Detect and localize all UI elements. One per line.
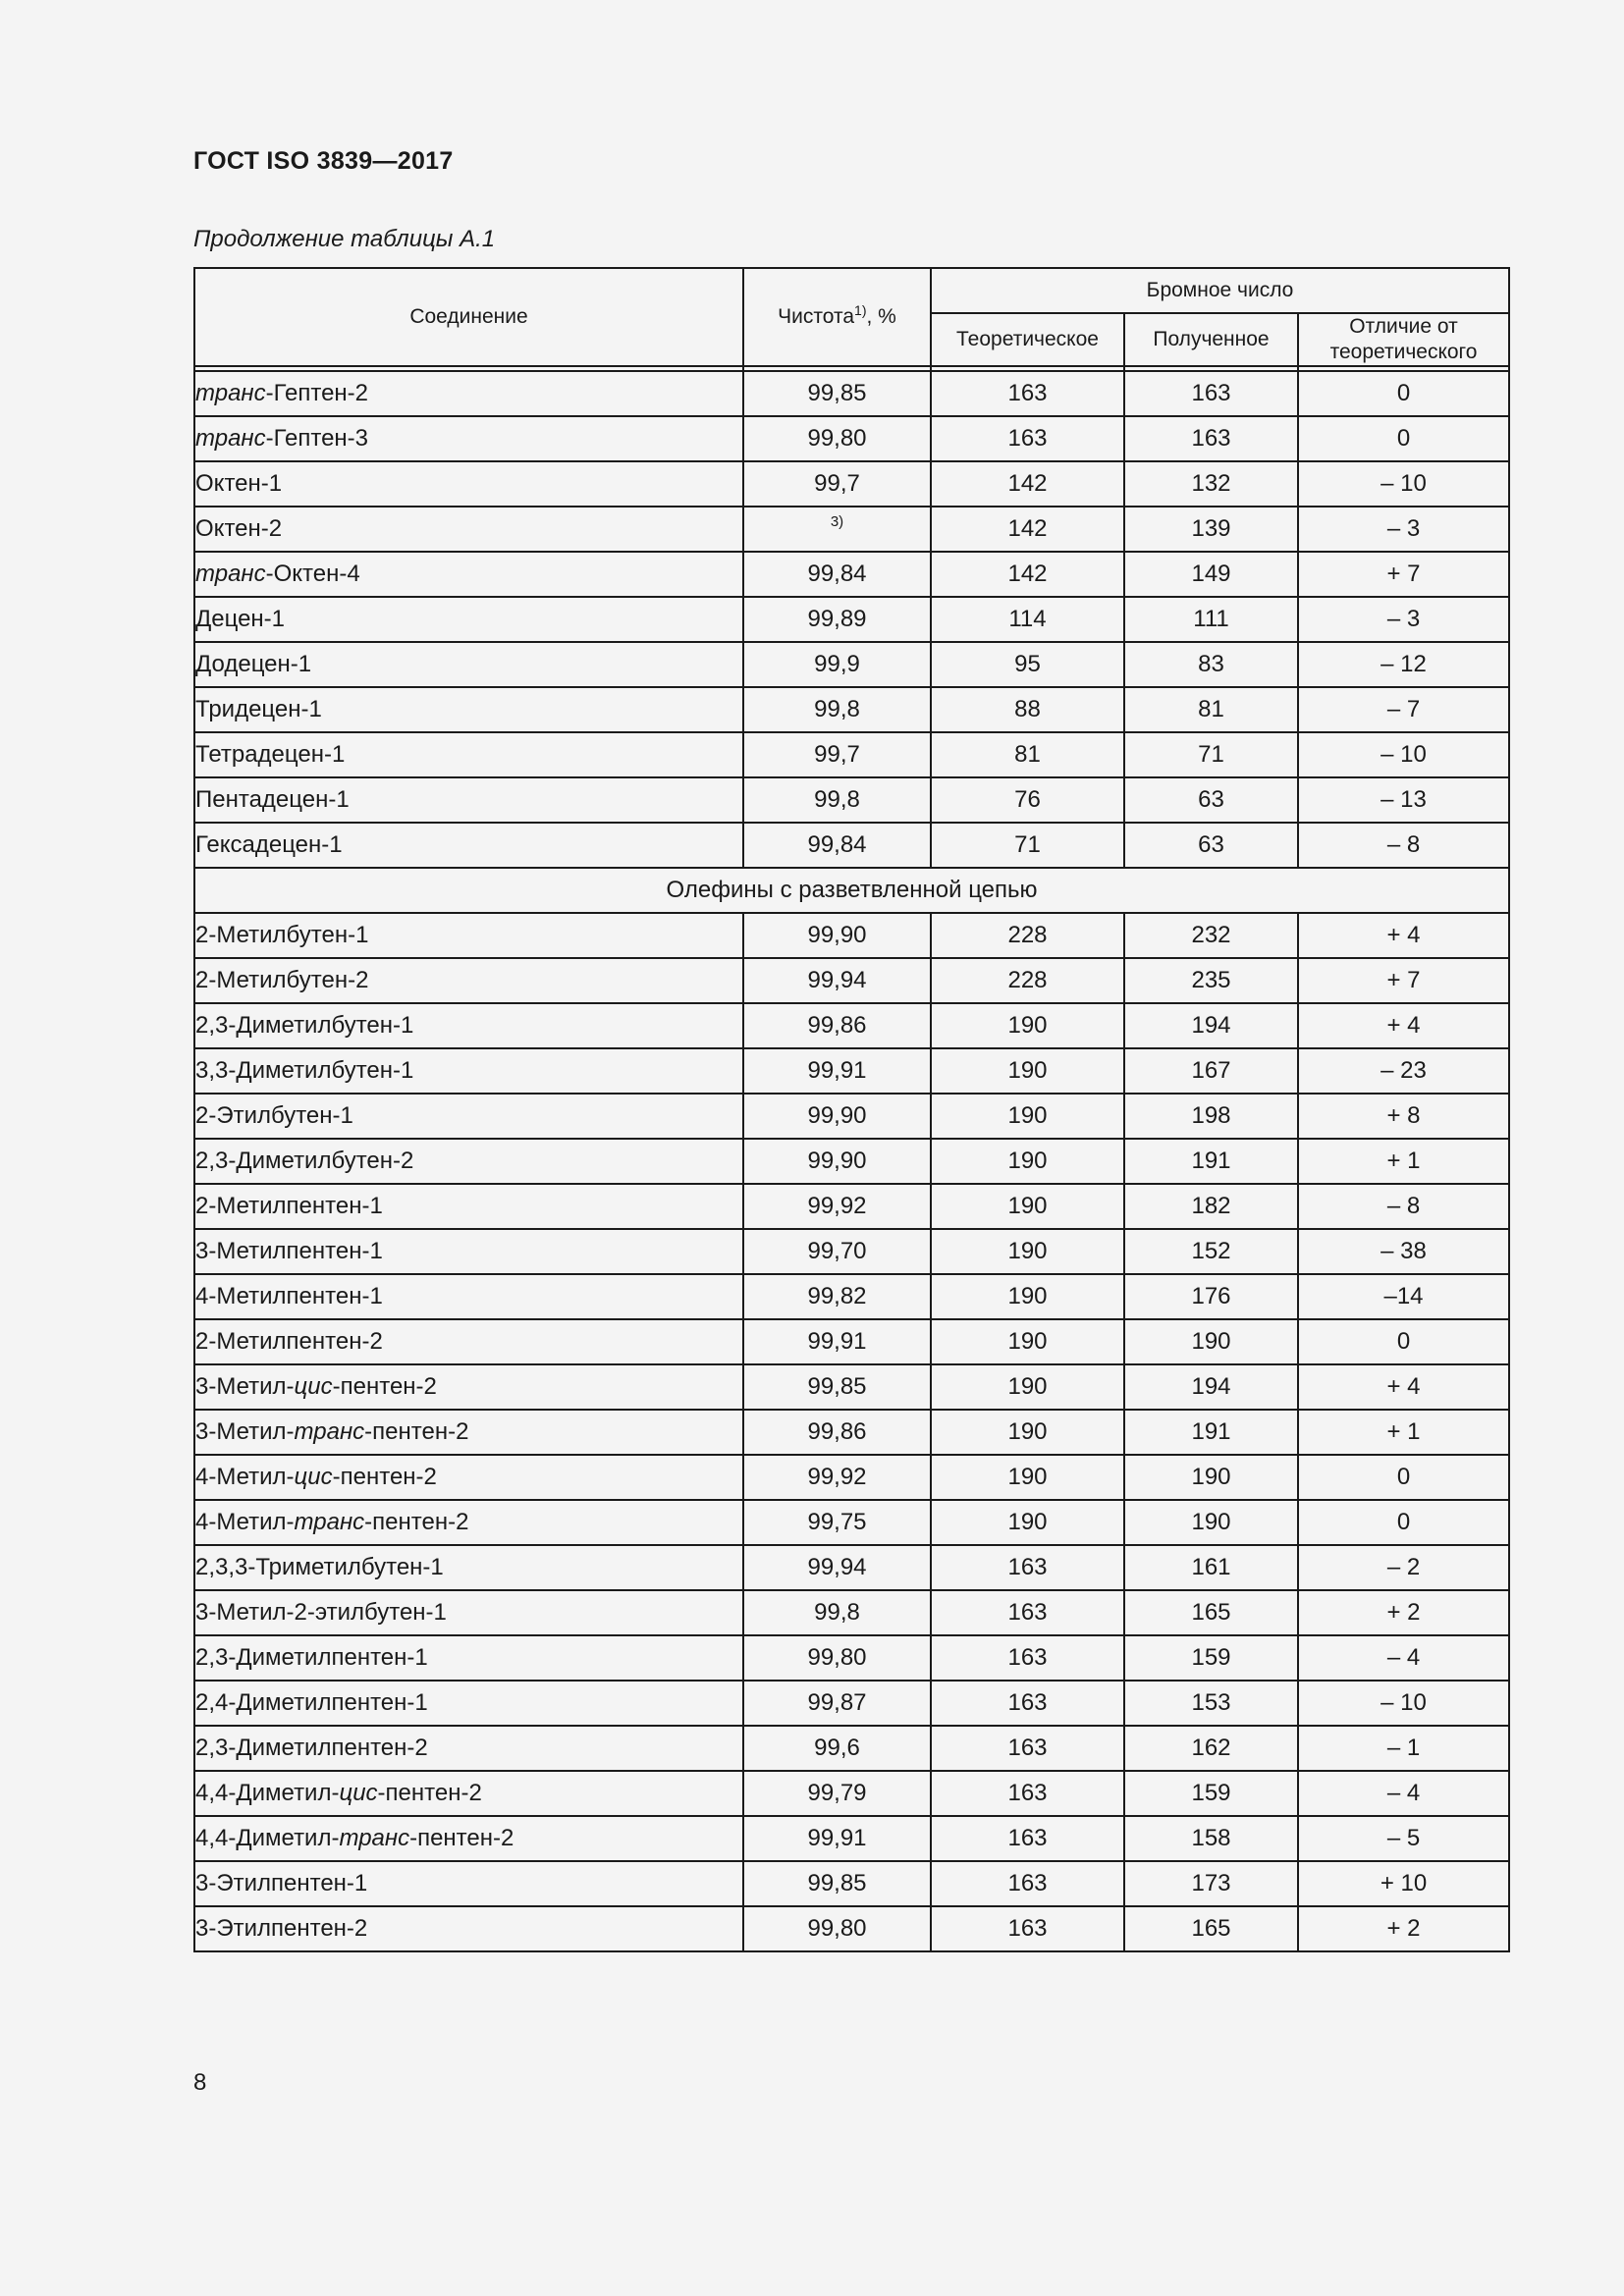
deviation-cell: – 23 <box>1298 1048 1509 1094</box>
table-row <box>194 1410 1509 1455</box>
bromine-number-table <box>193 267 1510 1952</box>
compound-name <box>194 1410 743 1455</box>
compound-name <box>194 1861 743 1906</box>
theoretical-cell: 142 <box>931 461 1124 507</box>
table-row <box>194 958 1509 1003</box>
theoretical-cell: 190 <box>931 1410 1124 1455</box>
compound-base: -Гептен-2 <box>265 380 369 406</box>
compound-pre: 4,4-Диметил- <box>195 1780 340 1806</box>
compound-pre: 4-Метил- <box>195 1509 295 1535</box>
deviation-cell: – 5 <box>1298 1816 1509 1861</box>
table-row <box>194 1364 1509 1410</box>
deviation-cell: 0 <box>1298 1455 1509 1500</box>
obtained-cell: 198 <box>1124 1094 1298 1139</box>
theoretical-cell: 76 <box>931 777 1124 823</box>
table-row <box>194 597 1509 642</box>
purity-cell: 99,94 <box>743 1545 931 1590</box>
compound-name <box>194 371 743 416</box>
purity-value: 99,9 <box>814 651 860 677</box>
table-row <box>194 1048 1509 1094</box>
purity-cell: 99,80 <box>743 1906 931 1951</box>
purity-cell <box>743 687 931 732</box>
compound-name <box>194 1906 743 1951</box>
compound-isomer: цис <box>294 1464 333 1490</box>
compound-pre: 4-Метилпентен-1 <box>195 1283 383 1309</box>
compound-isomer: цис <box>294 1373 333 1400</box>
theoretical-cell: 190 <box>931 1319 1124 1364</box>
compound-name <box>194 1319 743 1364</box>
compound-base: Тетрадецен-1 <box>195 741 346 768</box>
compound-pre: 2,4-Диметилпентен-1 <box>195 1689 428 1716</box>
table-row <box>194 1635 1509 1681</box>
obtained-cell: 173 <box>1124 1861 1298 1906</box>
table-row <box>194 1094 1509 1139</box>
obtained-cell: 83 <box>1124 642 1298 687</box>
table-row <box>194 416 1509 461</box>
header-compound: Соединение <box>194 268 743 366</box>
compound-pre: 3-Этилпентен-1 <box>195 1870 368 1896</box>
obtained-cell: 191 <box>1124 1410 1298 1455</box>
obtained-cell: 194 <box>1124 1364 1298 1410</box>
purity-cell: 99,86 <box>743 1410 931 1455</box>
purity-cell: 99,79 <box>743 1771 931 1816</box>
obtained-cell: 139 <box>1124 507 1298 552</box>
deviation-cell: + 8 <box>1298 1094 1509 1139</box>
obtained-cell: 163 <box>1124 416 1298 461</box>
purity-cell: 99,92 <box>743 1455 931 1500</box>
theoretical-cell: 95 <box>931 642 1124 687</box>
theoretical-cell: 163 <box>931 416 1124 461</box>
obtained-cell: 190 <box>1124 1455 1298 1500</box>
compound-isomer: транс <box>339 1825 410 1851</box>
obtained-cell: 162 <box>1124 1726 1298 1771</box>
deviation-cell: – 1 <box>1298 1726 1509 1771</box>
header-purity <box>743 268 931 366</box>
compound-name <box>194 732 743 777</box>
purity-cell <box>743 777 931 823</box>
obtained-cell: 165 <box>1124 1590 1298 1635</box>
deviation-cell: – 7 <box>1298 687 1509 732</box>
table-row <box>194 1003 1509 1048</box>
purity-cell: 99,87 <box>743 1681 931 1726</box>
table-row <box>194 1816 1509 1861</box>
purity-note: 3) <box>830 513 844 530</box>
obtained-cell: 81 <box>1124 687 1298 732</box>
purity-value: 99,7 <box>814 741 860 768</box>
table-row <box>194 913 1509 958</box>
deviation-cell: + 1 <box>1298 1139 1509 1184</box>
obtained-cell: 191 <box>1124 1139 1298 1184</box>
section-title: Олефины с разветвленной цепью <box>194 868 1509 913</box>
purity-cell <box>743 461 931 507</box>
purity-value: 99,8 <box>814 786 860 813</box>
table-row <box>194 1906 1509 1951</box>
compound-prefix: транс <box>195 561 266 587</box>
compound-isomer: транс <box>294 1509 365 1535</box>
table-row <box>194 552 1509 597</box>
obtained-cell: 153 <box>1124 1681 1298 1726</box>
compound-pre: 2,3,3-Триметилбутен-1 <box>195 1554 444 1580</box>
compound-name <box>194 507 743 552</box>
obtained-cell: 190 <box>1124 1319 1298 1364</box>
table-row <box>194 1771 1509 1816</box>
purity-cell: 99,82 <box>743 1274 931 1319</box>
header-obtained: Полученное <box>1124 313 1298 366</box>
compound-pre: 3-Метил- <box>195 1373 295 1400</box>
table-row <box>194 1274 1509 1319</box>
obtained-cell: 190 <box>1124 1500 1298 1545</box>
compound-post: -пентен-2 <box>364 1509 469 1535</box>
obtained-cell: 158 <box>1124 1816 1298 1861</box>
compound-isomer: транс <box>294 1418 365 1445</box>
table-row <box>194 1861 1509 1906</box>
purity-cell <box>743 642 931 687</box>
table-row <box>194 1319 1509 1364</box>
purity-value: 99,89 <box>807 606 867 632</box>
table-row <box>194 687 1509 732</box>
compound-base: Октен-1 <box>195 470 283 497</box>
theoretical-cell: 190 <box>931 1229 1124 1274</box>
table-row <box>194 1545 1509 1590</box>
table-row <box>194 1184 1509 1229</box>
compound-base: Октен-2 <box>195 515 283 542</box>
theoretical-cell: 190 <box>931 1139 1124 1184</box>
compound-name <box>194 1500 743 1545</box>
table-row <box>194 1500 1509 1545</box>
theoretical-cell: 228 <box>931 913 1124 958</box>
obtained-cell: 235 <box>1124 958 1298 1003</box>
compound-name <box>194 1590 743 1635</box>
purity-cell: 99,92 <box>743 1184 931 1229</box>
purity-cell: 99,85 <box>743 1364 931 1410</box>
obtained-cell: 163 <box>1124 371 1298 416</box>
deviation-cell: + 2 <box>1298 1590 1509 1635</box>
deviation-cell: – 38 <box>1298 1229 1509 1274</box>
theoretical-cell: 81 <box>931 732 1124 777</box>
compound-name <box>194 958 743 1003</box>
compound-base: Гексадецен-1 <box>195 831 343 858</box>
compound-name <box>194 1726 743 1771</box>
compound-prefix: транс <box>195 380 266 406</box>
purity-cell: 99,91 <box>743 1816 931 1861</box>
theoretical-cell: 142 <box>931 552 1124 597</box>
compound-name <box>194 1094 743 1139</box>
compound-post: -пентен-2 <box>364 1418 469 1445</box>
compound-pre: 4,4-Диметил- <box>195 1825 340 1851</box>
compound-name <box>194 461 743 507</box>
header-purity-note: 1) <box>854 302 867 318</box>
theoretical-cell: 190 <box>931 1364 1124 1410</box>
compound-name <box>194 416 743 461</box>
compound-pre: 3-Метил-2-этилбутен-1 <box>195 1599 447 1626</box>
table-body <box>194 366 1509 1951</box>
purity-cell: 99,91 <box>743 1319 931 1364</box>
obtained-cell: 159 <box>1124 1635 1298 1681</box>
compound-name <box>194 642 743 687</box>
theoretical-cell: 190 <box>931 1455 1124 1500</box>
compound-base: -Октен-4 <box>265 561 360 587</box>
deviation-cell: 0 <box>1298 416 1509 461</box>
theoretical-cell: 163 <box>931 1545 1124 1590</box>
theoretical-cell: 190 <box>931 1274 1124 1319</box>
compound-pre: 2-Метилбутен-1 <box>195 922 369 948</box>
compound-name <box>194 552 743 597</box>
theoretical-cell: 163 <box>931 1771 1124 1816</box>
document-header: ГОСТ ISO 3839—2017 <box>193 147 454 175</box>
compound-pre: 2,3-Диметилбутен-1 <box>195 1012 414 1039</box>
compound-name <box>194 823 743 868</box>
theoretical-cell: 163 <box>931 1681 1124 1726</box>
compound-name <box>194 1455 743 1500</box>
table-row <box>194 642 1509 687</box>
deviation-cell: – 4 <box>1298 1635 1509 1681</box>
compound-base: Додецен-1 <box>195 651 312 677</box>
compound-pre: 2,3-Диметилбутен-2 <box>195 1148 414 1174</box>
header-purity-unit: , % <box>866 305 896 328</box>
compound-pre: 4-Метил- <box>195 1464 295 1490</box>
deviation-cell: – 12 <box>1298 642 1509 687</box>
purity-cell: 99,75 <box>743 1500 931 1545</box>
purity-value: 99,84 <box>807 561 867 587</box>
deviation-cell: – 8 <box>1298 823 1509 868</box>
table-row <box>194 1139 1509 1184</box>
purity-cell: 99,90 <box>743 1139 931 1184</box>
purity-cell: 99,80 <box>743 1635 931 1681</box>
compound-name <box>194 1771 743 1816</box>
deviation-cell: 0 <box>1298 1500 1509 1545</box>
theoretical-cell: 228 <box>931 958 1124 1003</box>
purity-cell: 99,91 <box>743 1048 931 1094</box>
purity-cell <box>743 552 931 597</box>
obtained-cell: 176 <box>1124 1274 1298 1319</box>
compound-name <box>194 687 743 732</box>
theoretical-cell: 163 <box>931 1726 1124 1771</box>
obtained-cell: 182 <box>1124 1184 1298 1229</box>
obtained-cell: 71 <box>1124 732 1298 777</box>
deviation-cell: – 3 <box>1298 597 1509 642</box>
compound-base: -Гептен-3 <box>265 425 369 452</box>
deviation-cell: + 1 <box>1298 1410 1509 1455</box>
theoretical-cell: 190 <box>931 1184 1124 1229</box>
deviation-cell: – 8 <box>1298 1184 1509 1229</box>
deviation-cell: 0 <box>1298 1319 1509 1364</box>
section-row <box>194 868 1509 913</box>
deviation-cell: – 3 <box>1298 507 1509 552</box>
compound-name <box>194 1184 743 1229</box>
compound-name <box>194 1048 743 1094</box>
compound-name <box>194 777 743 823</box>
obtained-cell: 132 <box>1124 461 1298 507</box>
purity-cell <box>743 597 931 642</box>
compound-pre: 2-Метилпентен-2 <box>195 1328 383 1355</box>
compound-prefix: транс <box>195 425 266 452</box>
compound-name <box>194 913 743 958</box>
compound-pre: 2-Метилбутен-2 <box>195 967 369 993</box>
obtained-cell: 232 <box>1124 913 1298 958</box>
theoretical-cell: 163 <box>931 1635 1124 1681</box>
purity-cell: 99,85 <box>743 1861 931 1906</box>
deviation-cell: + 4 <box>1298 913 1509 958</box>
compound-pre: 3-Метил- <box>195 1418 295 1445</box>
compound-pre: 3-Этилпентен-2 <box>195 1915 368 1942</box>
theoretical-cell: 88 <box>931 687 1124 732</box>
compound-base: Пентадецен-1 <box>195 786 350 813</box>
header-theoretical: Теоретическое <box>931 313 1124 366</box>
obtained-cell: 161 <box>1124 1545 1298 1590</box>
obtained-cell: 167 <box>1124 1048 1298 1094</box>
purity-cell <box>743 507 931 552</box>
compound-pre: 2,3-Диметилпентен-1 <box>195 1644 428 1671</box>
theoretical-cell: 114 <box>931 597 1124 642</box>
purity-cell <box>743 416 931 461</box>
obtained-cell: 194 <box>1124 1003 1298 1048</box>
purity-cell <box>743 823 931 868</box>
deviation-cell: – 10 <box>1298 732 1509 777</box>
page-number: 8 <box>193 2069 207 2096</box>
deviation-cell: – 4 <box>1298 1771 1509 1816</box>
compound-name <box>194 1816 743 1861</box>
compound-base: Децен-1 <box>195 606 286 632</box>
table-row <box>194 461 1509 507</box>
purity-cell: 99,70 <box>743 1229 931 1274</box>
purity-value: 99,84 <box>807 831 867 858</box>
theoretical-cell: 190 <box>931 1500 1124 1545</box>
table-row <box>194 823 1509 868</box>
compound-pre: 2-Метилпентен-1 <box>195 1193 383 1219</box>
theoretical-cell: 190 <box>931 1003 1124 1048</box>
table-row <box>194 777 1509 823</box>
deviation-cell: + 7 <box>1298 552 1509 597</box>
theoretical-cell: 190 <box>931 1048 1124 1094</box>
compound-name <box>194 1681 743 1726</box>
theoretical-cell: 163 <box>931 1816 1124 1861</box>
purity-cell: 99,6 <box>743 1726 931 1771</box>
table-row <box>194 1590 1509 1635</box>
deviation-cell: + 4 <box>1298 1003 1509 1048</box>
table-row <box>194 1229 1509 1274</box>
purity-cell: 99,90 <box>743 1094 931 1139</box>
compound-name <box>194 1545 743 1590</box>
compound-post: -пентен-2 <box>409 1825 514 1851</box>
purity-value: 99,80 <box>807 425 867 452</box>
deviation-cell: – 10 <box>1298 1681 1509 1726</box>
deviation-cell: – 2 <box>1298 1545 1509 1590</box>
compound-pre: 2,3-Диметилпентен-2 <box>195 1735 428 1761</box>
purity-value: 99,7 <box>814 470 860 497</box>
compound-isomer: цис <box>339 1780 378 1806</box>
theoretical-cell: 163 <box>931 1861 1124 1906</box>
theoretical-cell: 190 <box>931 1094 1124 1139</box>
theoretical-cell: 142 <box>931 507 1124 552</box>
table-row <box>194 371 1509 416</box>
compound-post: -пентен-2 <box>332 1373 437 1400</box>
purity-cell <box>743 371 931 416</box>
table-row <box>194 732 1509 777</box>
deviation-cell: – 10 <box>1298 461 1509 507</box>
obtained-cell: 111 <box>1124 597 1298 642</box>
obtained-cell: 149 <box>1124 552 1298 597</box>
compound-name <box>194 1364 743 1410</box>
deviation-cell: + 2 <box>1298 1906 1509 1951</box>
obtained-cell: 63 <box>1124 777 1298 823</box>
compound-name <box>194 597 743 642</box>
header-purity-label: Чистота <box>778 305 855 328</box>
deviation-cell: + 4 <box>1298 1364 1509 1410</box>
theoretical-cell: 163 <box>931 371 1124 416</box>
deviation-cell: 0 <box>1298 371 1509 416</box>
deviation-cell: + 7 <box>1298 958 1509 1003</box>
purity-cell: 99,8 <box>743 1590 931 1635</box>
compound-name <box>194 1635 743 1681</box>
table-caption: Продолжение таблицы А.1 <box>193 226 496 252</box>
compound-pre: 3,3-Диметилбутен-1 <box>195 1057 414 1084</box>
compound-pre: 3-Метилпентен-1 <box>195 1238 383 1264</box>
compound-name <box>194 1003 743 1048</box>
header-bromine-number: Бромное число <box>931 268 1509 313</box>
table-row <box>194 1455 1509 1500</box>
purity-cell: 99,86 <box>743 1003 931 1048</box>
theoretical-cell: 71 <box>931 823 1124 868</box>
header-deviation: Отличие от теоретического <box>1298 313 1509 366</box>
purity-cell <box>743 732 931 777</box>
purity-cell: 99,94 <box>743 958 931 1003</box>
obtained-cell: 63 <box>1124 823 1298 868</box>
compound-post: -пентен-2 <box>332 1464 437 1490</box>
deviation-cell: –14 <box>1298 1274 1509 1319</box>
obtained-cell: 152 <box>1124 1229 1298 1274</box>
purity-value: 99,85 <box>807 380 867 406</box>
compound-pre: 2-Этилбутен-1 <box>195 1102 353 1129</box>
theoretical-cell: 163 <box>931 1906 1124 1951</box>
obtained-cell: 165 <box>1124 1906 1298 1951</box>
table-row <box>194 1681 1509 1726</box>
theoretical-cell: 163 <box>931 1590 1124 1635</box>
compound-base: Тридецен-1 <box>195 696 322 722</box>
table-row <box>194 1726 1509 1771</box>
purity-value: 99,8 <box>814 696 860 722</box>
obtained-cell: 159 <box>1124 1771 1298 1816</box>
compound-name <box>194 1139 743 1184</box>
compound-post: -пентен-2 <box>377 1780 482 1806</box>
compound-name <box>194 1229 743 1274</box>
deviation-cell: – 13 <box>1298 777 1509 823</box>
deviation-cell: + 10 <box>1298 1861 1509 1906</box>
compound-name <box>194 1274 743 1319</box>
purity-cell: 99,90 <box>743 913 931 958</box>
table-row <box>194 507 1509 552</box>
